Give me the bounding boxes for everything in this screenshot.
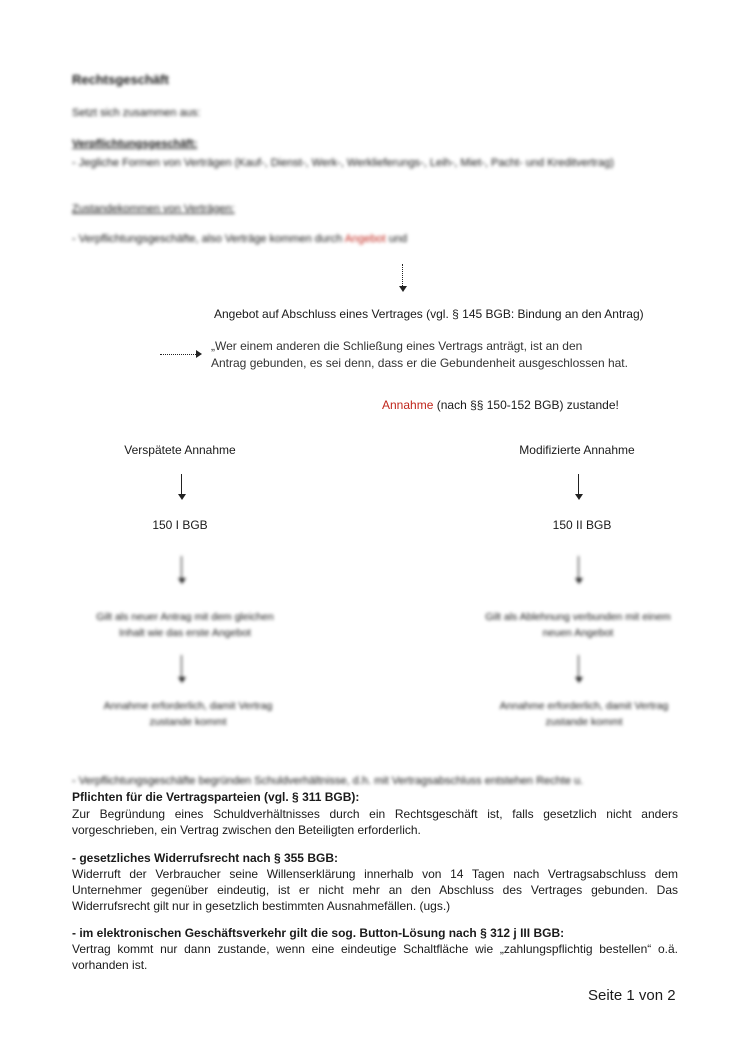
dotted-arrow-down: [402, 264, 403, 286]
right-branch-effect: Gilt als Ablehnung verbunden mit einem neuen Angebot: [485, 611, 671, 639]
angebot-quote-line-2: Antrag gebunden, es sei denn, dass er die Gebundenheit ausgeschlossen hat.: [211, 356, 628, 370]
annahme-highlight: Annahme: [382, 398, 434, 412]
schuld-pflichten: Pflichten für die Vertragsparteien (vgl. § 311 BGB):: [72, 790, 360, 804]
angebot-quote-line-1: „Wer einem anderen die Schließung eines Vertrags anträgt, ist an den: [211, 339, 583, 353]
widerruf-heading: - gesetzliches Widerrufsrecht nach § 355 BGB:: [72, 851, 338, 865]
left-arrow-2: [181, 556, 182, 578]
zustandekommen-text-after: und: [388, 233, 408, 245]
zustandekommen-heading: Zustandekommen von Verträgen:: [72, 203, 235, 215]
left-branch-law: 150 I BGB: [152, 518, 208, 532]
left-arrow-3: [181, 655, 182, 677]
dotted-arrow-right: [160, 354, 196, 355]
left-branch-title: Verspätete Annahme: [124, 443, 236, 457]
widerruf-text: Widerruft der Verbraucher seine Willenserklärung innerhalb von 14 Tagen nach Vertragsabschluss dem Unternehmer gegenüber eindeutig, ist er nicht mehr an den Abschluss des Vertrages gebunden. Das Widerrufsrecht gilt nur in gesetzlich bestimmten Ausnahmefällen. (ugs.): [72, 867, 678, 913]
left-arrow-1: [181, 474, 182, 494]
angebot-highlight: Angebot: [344, 233, 386, 245]
right-arrow-2: [578, 556, 579, 578]
right-branch-law: 150 II BGB: [552, 518, 612, 532]
right-branch-title: Modifizierte Annahme: [519, 443, 635, 457]
angebot-quote: [211, 338, 628, 372]
page-number: Seite 1 von 2: [588, 987, 676, 1004]
right-arrow-3: [578, 655, 579, 677]
right-arrow-1: [578, 474, 579, 494]
button-heading: - im elektronischen Geschäftsverkehr gilt die sog. Button-Lösung nach § 312 j III BGB:: [72, 926, 565, 940]
button-text: Vertrag kommt nur dann zustande, wenn eine eindeutige Schaltfläche wie „zahlungspflichtig bestellen“ o.ä. vorhanden ist.: [72, 942, 678, 972]
zustandekommen-text-before: - Verpflichtungsgeschäfte, also Verträge kommen durch: [72, 233, 343, 245]
page-title: Rechtsgeschäft: [72, 72, 169, 87]
left-branch-effect: Gilt als neuer Antrag mit dem gleichen Inhalt wie das erste Angebot: [96, 611, 274, 639]
angebot-heading: Angebot auf Abschluss eines Vertrages (vgl. § 145 BGB: Bindung an den Antrag): [214, 307, 644, 321]
schuld-text: Zur Begründung eines Schuldverhältnisses durch ein Rechtsgeschäft ist, falls gesetzlich nicht anders vorgeschrieben, ein Vertrag zwischen den Beteiligten erforderlich.: [72, 807, 678, 837]
right-branch-result: Annahme erforderlich, damit Vertrag zustande kommt: [499, 700, 669, 728]
schuld-blurred-line: - Verpflichtungsgeschäfte begründen Schuldverhältnisse, d.h. mit Vertragsabschluss entstehen Rechte u.: [72, 775, 584, 787]
annahme-rest: (nach §§ 150-152 BGB) zustande!: [436, 398, 619, 412]
annahme-line: [382, 398, 619, 412]
verpflichtung-text: - Jegliche Formen von Verträgen (Kauf-, Dienst-, Werk-, Werklieferungs-, Leih-, Miet-, Pacht- und Kreditvertrag): [72, 157, 614, 169]
intro-text: Setzt sich zusammen aus:: [72, 107, 201, 119]
zustandekommen-text: [72, 233, 407, 245]
left-branch-result: Annahme erforderlich, damit Vertrag zustande kommt: [103, 700, 273, 728]
verpflichtung-heading: Verpflichtungsgeschäft:: [72, 138, 198, 150]
